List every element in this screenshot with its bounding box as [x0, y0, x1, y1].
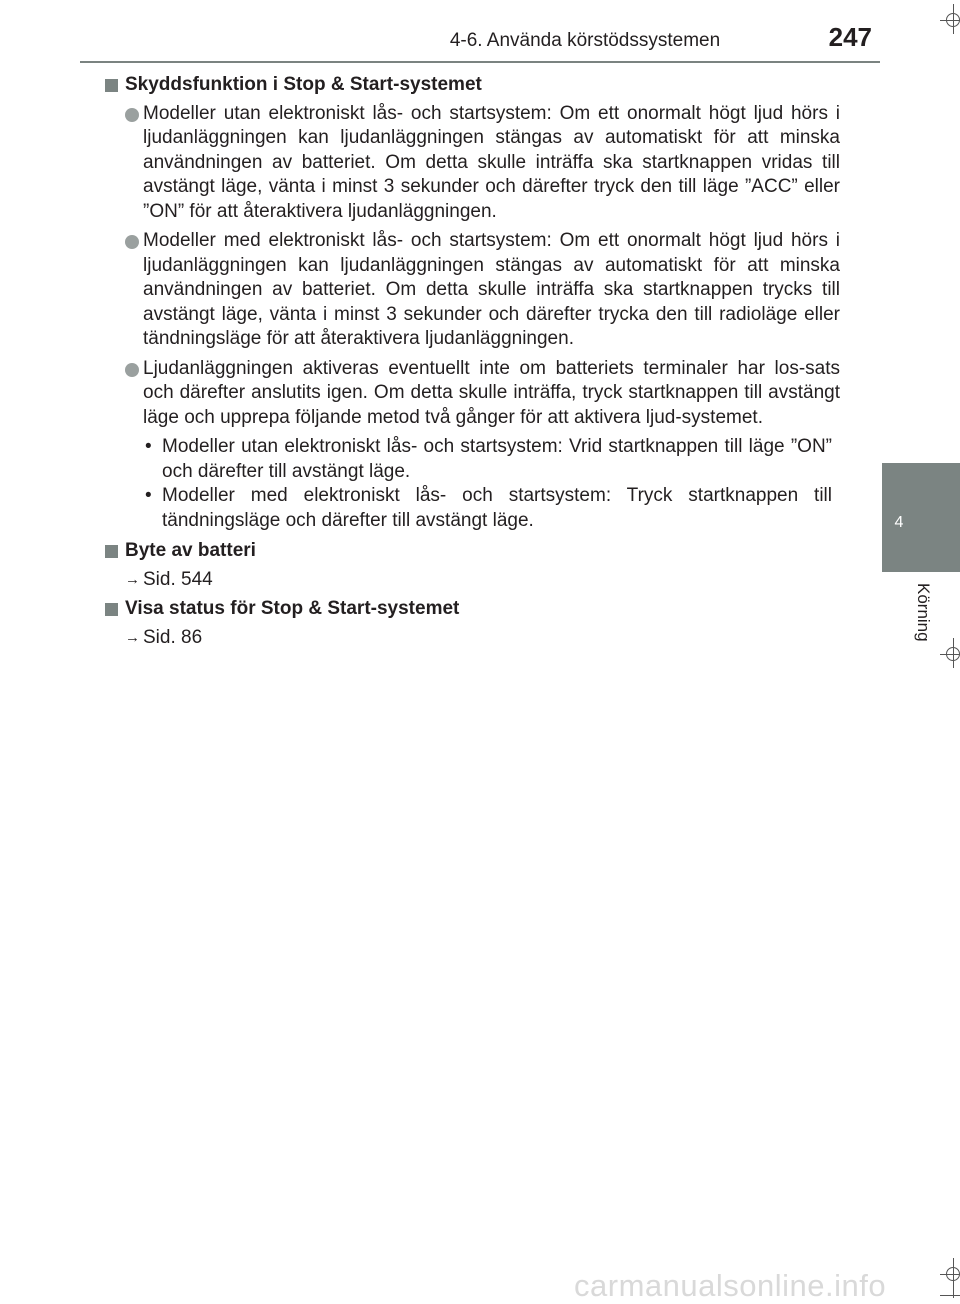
- bullet-item: [104, 229, 840, 352]
- bullet-text: Ljudanläggningen aktiveras eventuellt inte om batteriets terminaler har los-sats och därefter anslutits igen. Om detta skulle inträffa, tryck startknappen till avstängt läge och upprepa följande metod två gånger för att aktivera ljud-systemet.: [143, 357, 840, 428]
- sub-bullet-icon: •: [145, 485, 152, 506]
- page-number: 247: [828, 22, 872, 52]
- section-heading-text: Visa status för Stop & Start-systemet: [125, 598, 460, 619]
- sub-bullet-icon: •: [145, 436, 152, 457]
- circle-bullet-icon: [125, 108, 139, 122]
- watermark: carmanualsonline.info: [574, 1268, 887, 1303]
- page-content: [104, 73, 840, 655]
- page-header: [0, 0, 880, 64]
- arrow-right-icon: →: [125, 628, 140, 646]
- section-heading-text: Skyddsfunktion i Stop & Start-systemet: [125, 74, 482, 95]
- sub-list-text: Modeller utan elektroniskt lås- och startsystem: Vrid startknappen till läge ”ON” och därefter till avstängt läge.: [162, 436, 832, 482]
- square-bullet-icon: [105, 603, 118, 616]
- bullet-item: [104, 102, 840, 225]
- crop-mark-top: [940, 4, 960, 34]
- square-bullet-icon: [105, 545, 118, 558]
- page-reference-text[interactable]: Sid. 86: [143, 626, 203, 648]
- chapter-number: 4: [894, 514, 904, 531]
- page-reference-text[interactable]: Sid. 544: [143, 568, 213, 590]
- bullet-text: Modeller utan elektroniskt lås- och startsystem: Om ett onormalt högt ljud hörs i ljudanläggningen kan ljudanläggningen stängas av automatiskt för att minska användningen av batteriet. Om detta skulle inträffa ska startknappen vridas till avstängt läge, vänta i minst 3 sekunder och därefter tryck den till läge ”ACC” eller ”ON” för att återaktivera ljudanläggningen.: [143, 102, 840, 222]
- sub-list: [104, 435, 840, 533]
- sub-list-text: Modeller med elektroniskt lås- och startsystem: Tryck startknappen till tändningsläge och därefter till avstängt läge.: [162, 485, 832, 531]
- page-reference[interactable]: [104, 568, 840, 593]
- circle-bullet-icon: [125, 235, 139, 249]
- chapter-label: Körning: [914, 583, 933, 642]
- bullet-text: Modeller med elektroniskt lås- och startsystem: Om ett onormalt högt ljud hörs i ljudanläggningen kan ljudanläggningen stängas av automatiskt för att minska användningen av batteriet. Om detta skulle inträffa ska startknappen trycks till avstängt läge, vänta i minst 3 sekunder och därefter trycka den till radioläge eller tändningsläge för att återaktivera ljudanläggningen.: [143, 230, 840, 349]
- header-rule: [80, 61, 880, 63]
- sub-list-item: [104, 484, 840, 533]
- section-heading: [104, 597, 840, 622]
- sub-list-item: [104, 435, 840, 484]
- arrow-right-icon: →: [125, 570, 140, 588]
- bullet-item: [104, 357, 840, 431]
- circle-bullet-icon: [125, 363, 139, 377]
- section-heading-text: Byte av batteri: [125, 540, 256, 561]
- square-bullet-icon: [105, 79, 118, 92]
- section-title: 4-6. Använda körstödssystemen: [449, 30, 721, 51]
- crop-mark-middle: [940, 638, 960, 668]
- page-reference[interactable]: [104, 626, 840, 651]
- section-heading: [104, 73, 840, 98]
- section-heading: [104, 539, 840, 564]
- crop-mark-bottom: [940, 1258, 960, 1298]
